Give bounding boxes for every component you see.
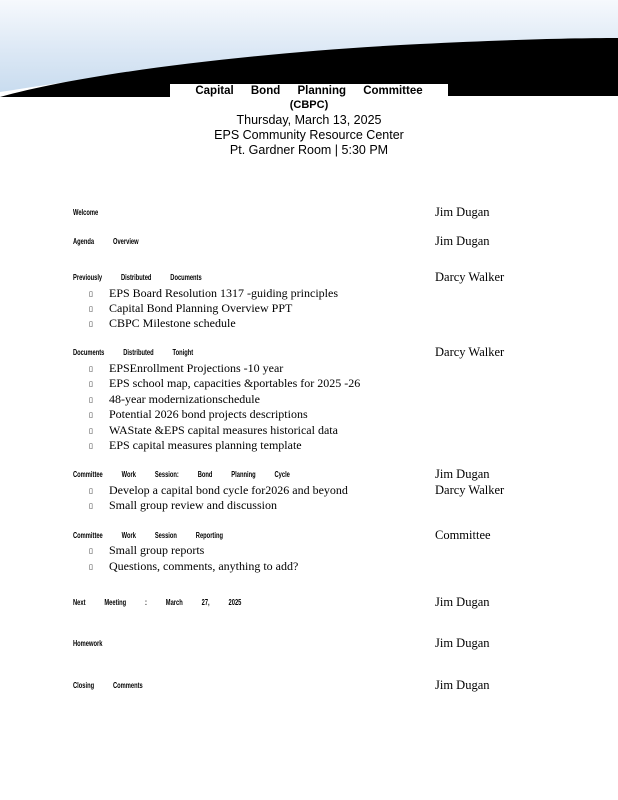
list-item: ▯ EPS capital measures planning template (89, 438, 302, 452)
agenda-item-owner: Jim Dugan (435, 234, 490, 248)
bullet-icon: ▯ (89, 380, 93, 389)
meeting-room-time: Pt. Gardner Room | 5:30 PM (229, 143, 389, 157)
list-item: ▯ Develop a capital bond cycle for2026 and beyond (89, 483, 348, 497)
agenda-item-title: Previously Distributed Documents (73, 273, 202, 282)
list-item: ▯ Questions, comments, anything to add? (89, 559, 299, 573)
list-item: ▯ Small group reports (89, 543, 205, 557)
bullet-icon: ▯ (89, 487, 93, 496)
bullet-icon: ▯ (89, 563, 93, 572)
agenda-item-title: Homework (73, 639, 103, 648)
list-item: ▯ EPSEnrollment Projections -10 year (89, 361, 284, 375)
bullet-icon: ▯ (89, 320, 93, 329)
bullet-icon: ▯ (89, 502, 93, 511)
list-item: ▯ Small group review and discussion (89, 498, 277, 512)
agenda-item-owner: Jim Dugan (435, 595, 490, 609)
bullet-icon: ▯ (89, 396, 93, 405)
bullet-icon: ▯ (89, 290, 93, 299)
list-item: ▯ CBPC Milestone schedule (89, 316, 236, 330)
agenda-item-owner: Darcy Walker (435, 345, 505, 359)
agenda-item-title: Documents Distributed Tonight (73, 348, 194, 357)
list-item: ▯ EPS school map, capacities &portables for 2025 -26 (89, 376, 361, 390)
meeting-header (170, 84, 448, 158)
agenda-item-owner: Jim Dugan (435, 636, 490, 650)
agenda-item-owner: Darcy Walker (435, 270, 505, 284)
list-item: ▯ 48-year modernizationschedule (89, 392, 260, 406)
list-item: ▯ Potential 2026 bond projects descriptions (89, 407, 308, 421)
agenda-item-title: Committee Work Session: Bond Planning Cycle (73, 470, 290, 479)
bullet-icon: ▯ (89, 547, 93, 556)
agenda-item-owner: Darcy Walker (435, 483, 505, 497)
agenda-item-title: Committee Work Session Reporting (73, 531, 223, 540)
committee-title: Capital Bond Planning Committee (170, 84, 448, 98)
list-item: ▯ Capital Bond Planning Overview PPT (89, 301, 293, 315)
agenda-item-title: Agenda Overview (73, 237, 139, 246)
bullet-icon: ▯ (89, 442, 93, 451)
agenda-item-title: Closing Comments (73, 681, 143, 690)
agenda-item-owner: Jim Dugan (435, 205, 490, 219)
agenda-item-owner: Committee (435, 528, 491, 542)
committee-acronym: (CBPC) (289, 99, 329, 111)
bullet-icon: ▯ (89, 427, 93, 436)
agenda-item-title: Welcome (73, 208, 99, 217)
meeting-date: Thursday, March 13, 2025 (236, 113, 382, 127)
bullet-icon: ▯ (89, 411, 93, 420)
bullet-icon: ▯ (89, 365, 93, 374)
agenda-item-owner: Jim Dugan (435, 467, 490, 481)
list-item: ▯ WAState &EPS capital measures historical data (89, 423, 338, 437)
agenda-item-title: Next Meeting : March 27, 2025 (73, 598, 242, 607)
meeting-location: EPS Community Resource Center (214, 128, 404, 142)
bullet-icon: ▯ (89, 305, 93, 314)
list-item: ▯ EPS Board Resolution 1317 -guiding principles (89, 286, 338, 300)
agenda-item-owner: Jim Dugan (435, 678, 490, 692)
